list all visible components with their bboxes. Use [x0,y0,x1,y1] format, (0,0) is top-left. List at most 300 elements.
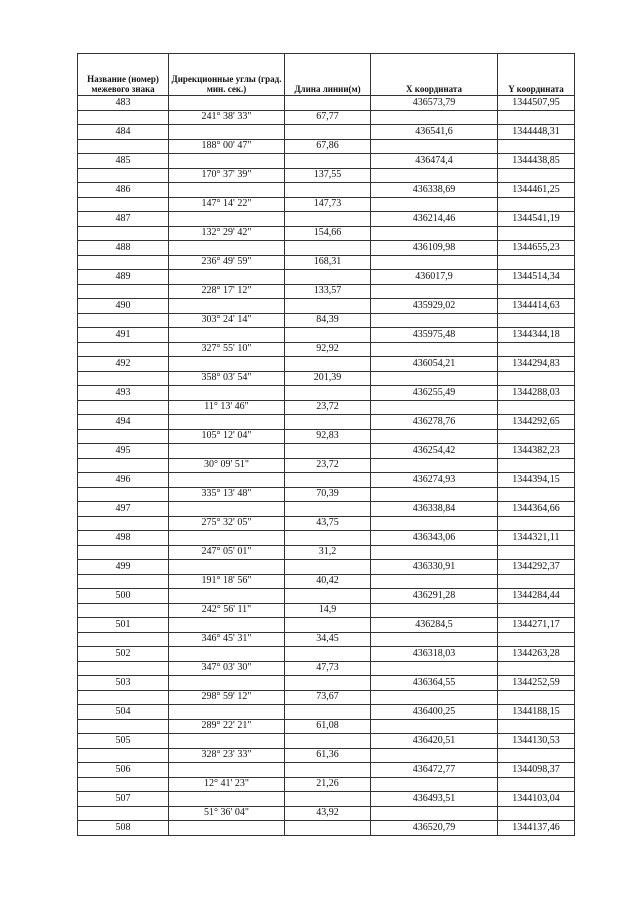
segment-y-empty [498,429,575,444]
direction-angle: 247° 05' 01" [169,545,285,560]
direction-angle: 191° 18' 56" [169,574,285,589]
point-name: 492 [78,357,169,372]
direction-angle: 335° 13' 48" [169,487,285,502]
line-length: 147,73 [285,197,371,212]
segment-row [78,632,575,647]
point-length-empty [285,386,371,401]
point-row [78,241,575,256]
x-coordinate: 436520,79 [371,821,498,836]
point-row [78,792,575,807]
segment-y-empty [498,342,575,357]
segment-row [78,284,575,299]
x-coordinate: 436109,98 [371,241,498,256]
segment-name-empty [78,429,169,444]
y-coordinate: 1344098,37 [498,763,575,778]
segment-name-empty [78,603,169,618]
point-length-empty [285,560,371,575]
segment-name-empty [78,110,169,125]
segment-name-empty [78,284,169,299]
line-length: 40,42 [285,574,371,589]
direction-angle: 289° 22' 21" [169,719,285,734]
y-coordinate: 1344288,03 [498,386,575,401]
line-length: 47,73 [285,661,371,676]
segment-row [78,168,575,183]
x-coordinate: 436541,6 [371,125,498,140]
segment-x-empty [371,748,498,763]
point-name: 508 [78,821,169,836]
direction-angle: 298° 59' 12" [169,690,285,705]
point-row [78,821,575,836]
x-coordinate: 436338,69 [371,183,498,198]
segment-x-empty [371,400,498,415]
point-name: 484 [78,125,169,140]
line-length: 201,39 [285,371,371,386]
x-coordinate: 436278,76 [371,415,498,430]
segment-x-empty [371,429,498,444]
point-angle-empty [169,531,285,546]
y-coordinate: 1344103,04 [498,792,575,807]
point-angle-empty [169,415,285,430]
point-angle-empty [169,183,285,198]
point-row [78,415,575,430]
point-angle-empty [169,676,285,691]
table-body [78,96,575,836]
point-length-empty [285,792,371,807]
y-coordinate: 1344382,23 [498,444,575,459]
point-length-empty [285,212,371,227]
point-length-empty [285,444,371,459]
point-name: 498 [78,531,169,546]
point-name: 495 [78,444,169,459]
point-row [78,560,575,575]
point-angle-empty [169,763,285,778]
segment-y-empty [498,719,575,734]
segment-row [78,110,575,125]
x-coordinate: 436364,55 [371,676,498,691]
line-length: 23,72 [285,458,371,473]
segment-row [78,748,575,763]
y-coordinate: 1344292,37 [498,560,575,575]
segment-x-empty [371,110,498,125]
y-coordinate: 1344507,95 [498,96,575,111]
direction-angle: 303° 24' 14" [169,313,285,328]
segment-name-empty [78,661,169,676]
line-length: 137,55 [285,168,371,183]
header-point-name: Название (номер) межевого знака [78,54,169,96]
point-length-empty [285,125,371,140]
point-length-empty [285,502,371,517]
point-length-empty [285,473,371,488]
line-length: 67,86 [285,139,371,154]
direction-angle: 327° 55' 10" [169,342,285,357]
direction-angle: 147° 14' 22" [169,197,285,212]
line-length: 67,77 [285,110,371,125]
segment-name-empty [78,690,169,705]
segment-x-empty [371,516,498,531]
segment-x-empty [371,139,498,154]
point-row [78,357,575,372]
direction-angle: 51° 36' 04" [169,806,285,821]
point-row [78,502,575,517]
segment-y-empty [498,110,575,125]
point-angle-empty [169,299,285,314]
x-coordinate: 436214,46 [371,212,498,227]
point-length-empty [285,415,371,430]
direction-angle: 12° 41' 23" [169,777,285,792]
y-coordinate: 1344263,28 [498,647,575,662]
point-length-empty [285,676,371,691]
point-name: 489 [78,270,169,285]
point-name: 505 [78,734,169,749]
x-coordinate: 436274,93 [371,473,498,488]
point-name: 487 [78,212,169,227]
segment-x-empty [371,545,498,560]
point-length-empty [285,183,371,198]
segment-name-empty [78,226,169,241]
point-length-empty [285,96,371,111]
segment-row [78,487,575,502]
point-row [78,299,575,314]
point-length-empty [285,531,371,546]
x-coordinate: 436284,5 [371,618,498,633]
point-angle-empty [169,444,285,459]
segment-row [78,400,575,415]
segment-name-empty [78,719,169,734]
point-angle-empty [169,792,285,807]
point-name: 488 [78,241,169,256]
direction-angle: 30° 09' 51" [169,458,285,473]
point-row [78,647,575,662]
y-coordinate: 1344284,44 [498,589,575,604]
segment-x-empty [371,574,498,589]
point-length-empty [285,618,371,633]
direction-angle: 236° 49' 59" [169,255,285,270]
segment-name-empty [78,168,169,183]
point-length-empty [285,357,371,372]
point-row [78,589,575,604]
segment-y-empty [498,458,575,473]
segment-name-empty [78,139,169,154]
x-coordinate: 436400,25 [371,705,498,720]
segment-x-empty [371,458,498,473]
segment-name-empty [78,806,169,821]
x-coordinate: 436343,06 [371,531,498,546]
point-length-empty [285,821,371,836]
y-coordinate: 1344448,31 [498,125,575,140]
x-coordinate: 436472,77 [371,763,498,778]
point-length-empty [285,328,371,343]
point-row [78,154,575,169]
segment-row [78,545,575,560]
point-angle-empty [169,328,285,343]
x-coordinate: 436291,28 [371,589,498,604]
segment-x-empty [371,226,498,241]
segment-x-empty [371,313,498,328]
point-name: 496 [78,473,169,488]
segment-name-empty [78,748,169,763]
segment-row [78,603,575,618]
y-coordinate: 1344414,63 [498,299,575,314]
point-angle-empty [169,357,285,372]
point-row [78,531,575,546]
segment-x-empty [371,371,498,386]
point-row [78,212,575,227]
point-length-empty [285,705,371,720]
segment-row [78,690,575,705]
point-row [78,125,575,140]
x-coordinate: 435975,48 [371,328,498,343]
segment-y-empty [498,226,575,241]
point-name: 486 [78,183,169,198]
segment-y-empty [498,545,575,560]
segment-x-empty [371,168,498,183]
segment-y-empty [498,139,575,154]
direction-angle: 170° 37' 39" [169,168,285,183]
point-angle-empty [169,734,285,749]
direction-angle: 347° 03' 30" [169,661,285,676]
x-coordinate: 436330,91 [371,560,498,575]
segment-row [78,313,575,328]
point-length-empty [285,270,371,285]
y-coordinate: 1344292,65 [498,415,575,430]
line-length: 61,08 [285,719,371,734]
y-coordinate: 1344394,15 [498,473,575,488]
line-length: 70,39 [285,487,371,502]
point-angle-empty [169,618,285,633]
direction-angle: 328° 23' 33" [169,748,285,763]
segment-y-empty [498,284,575,299]
point-angle-empty [169,212,285,227]
header-direction-angle: Дирекционные углы (град. мин. сек.) [169,54,285,96]
x-coordinate: 436573,79 [371,96,498,111]
segment-name-empty [78,516,169,531]
line-length: 31,2 [285,545,371,560]
y-coordinate: 1344252,59 [498,676,575,691]
segment-name-empty [78,197,169,212]
segment-x-empty [371,690,498,705]
line-length: 92,83 [285,429,371,444]
point-angle-empty [169,560,285,575]
point-row [78,676,575,691]
y-coordinate: 1344364,66 [498,502,575,517]
point-name: 491 [78,328,169,343]
segment-name-empty [78,487,169,502]
y-coordinate: 1344461,25 [498,183,575,198]
segment-row [78,429,575,444]
point-length-empty [285,763,371,778]
line-length: 14,9 [285,603,371,618]
point-name: 483 [78,96,169,111]
segment-name-empty [78,371,169,386]
y-coordinate: 1344514,34 [498,270,575,285]
point-name: 504 [78,705,169,720]
line-length: 133,57 [285,284,371,299]
point-name: 500 [78,589,169,604]
line-length: 43,75 [285,516,371,531]
point-angle-empty [169,241,285,256]
point-angle-empty [169,473,285,488]
point-name: 494 [78,415,169,430]
point-name: 490 [78,299,169,314]
segment-row [78,139,575,154]
segment-x-empty [371,487,498,502]
segment-y-empty [498,255,575,270]
point-name: 485 [78,154,169,169]
direction-angle: 241° 38' 33" [169,110,285,125]
direction-angle: 242° 56' 11" [169,603,285,618]
point-row [78,734,575,749]
point-name: 507 [78,792,169,807]
x-coordinate: 436054,21 [371,357,498,372]
segment-name-empty [78,632,169,647]
point-angle-empty [169,125,285,140]
point-row [78,328,575,343]
point-angle-empty [169,154,285,169]
point-length-empty [285,241,371,256]
segment-y-empty [498,632,575,647]
point-row [78,270,575,285]
segment-x-empty [371,342,498,357]
point-row [78,763,575,778]
point-length-empty [285,154,371,169]
segment-y-empty [498,516,575,531]
segment-name-empty [78,458,169,473]
segment-name-empty [78,777,169,792]
segment-y-empty [498,748,575,763]
segment-row [78,574,575,589]
point-row [78,444,575,459]
y-coordinate: 1344294,83 [498,357,575,372]
point-row [78,473,575,488]
point-length-empty [285,647,371,662]
x-coordinate: 436254,42 [371,444,498,459]
segment-y-empty [498,690,575,705]
point-angle-empty [169,386,285,401]
segment-name-empty [78,342,169,357]
x-coordinate: 436420,51 [371,734,498,749]
segment-name-empty [78,255,169,270]
segment-x-empty [371,603,498,618]
direction-angle: 228° 17' 12" [169,284,285,299]
segment-y-empty [498,777,575,792]
segment-y-empty [498,197,575,212]
segment-row [78,197,575,212]
x-coordinate: 436474,4 [371,154,498,169]
line-length: 34,45 [285,632,371,647]
y-coordinate: 1344344,18 [498,328,575,343]
point-angle-empty [169,270,285,285]
line-length: 21,26 [285,777,371,792]
segment-y-empty [498,487,575,502]
segment-row [78,342,575,357]
point-length-empty [285,299,371,314]
segment-row [78,226,575,241]
direction-angle: 346° 45' 31" [169,632,285,647]
segment-row [78,661,575,676]
point-name: 493 [78,386,169,401]
segment-row [78,516,575,531]
y-coordinate: 1344541,19 [498,212,575,227]
segment-x-empty [371,284,498,299]
x-coordinate: 436338,84 [371,502,498,517]
line-length: 168,31 [285,255,371,270]
line-length: 84,39 [285,313,371,328]
direction-angle: 188° 00' 47" [169,139,285,154]
header-x-coordinate: X координата [371,54,498,96]
point-name: 501 [78,618,169,633]
point-row [78,705,575,720]
point-row [78,183,575,198]
segment-name-empty [78,574,169,589]
point-name: 499 [78,560,169,575]
segment-x-empty [371,806,498,821]
segment-x-empty [371,632,498,647]
y-coordinate: 1344438,85 [498,154,575,169]
point-name: 502 [78,647,169,662]
x-coordinate: 435929,02 [371,299,498,314]
segment-name-empty [78,313,169,328]
line-length: 154,66 [285,226,371,241]
segment-y-empty [498,313,575,328]
point-length-empty [285,589,371,604]
segment-row [78,806,575,821]
point-name: 497 [78,502,169,517]
direction-angle: 275° 32' 05" [169,516,285,531]
segment-row [78,255,575,270]
y-coordinate: 1344321,11 [498,531,575,546]
segment-y-empty [498,371,575,386]
y-coordinate: 1344130,53 [498,734,575,749]
segment-y-empty [498,806,575,821]
segment-row [78,458,575,473]
header-y-coordinate: Y координата [498,54,575,96]
point-row [78,386,575,401]
line-length: 92,92 [285,342,371,357]
direction-angle: 105° 12' 04" [169,429,285,444]
direction-angle: 132° 29' 42" [169,226,285,241]
segment-y-empty [498,603,575,618]
segment-y-empty [498,574,575,589]
segment-name-empty [78,400,169,415]
direction-angle: 11° 13' 46" [169,400,285,415]
point-length-empty [285,734,371,749]
x-coordinate: 436493,51 [371,792,498,807]
point-name: 503 [78,676,169,691]
segment-row [78,371,575,386]
segment-row [78,719,575,734]
point-angle-empty [169,821,285,836]
point-row [78,96,575,111]
point-angle-empty [169,705,285,720]
segment-x-empty [371,661,498,676]
line-length: 73,67 [285,690,371,705]
x-coordinate: 436017,9 [371,270,498,285]
segment-row [78,777,575,792]
x-coordinate: 436318,03 [371,647,498,662]
line-length: 23,72 [285,400,371,415]
table-header [78,54,575,96]
point-angle-empty [169,502,285,517]
boundary-coordinates-table [77,53,575,836]
point-angle-empty [169,96,285,111]
direction-angle: 358° 03' 54" [169,371,285,386]
x-coordinate: 436255,49 [371,386,498,401]
segment-name-empty [78,545,169,560]
line-length: 43,92 [285,806,371,821]
y-coordinate: 1344655,23 [498,241,575,256]
segment-y-empty [498,661,575,676]
header-row [78,54,575,96]
